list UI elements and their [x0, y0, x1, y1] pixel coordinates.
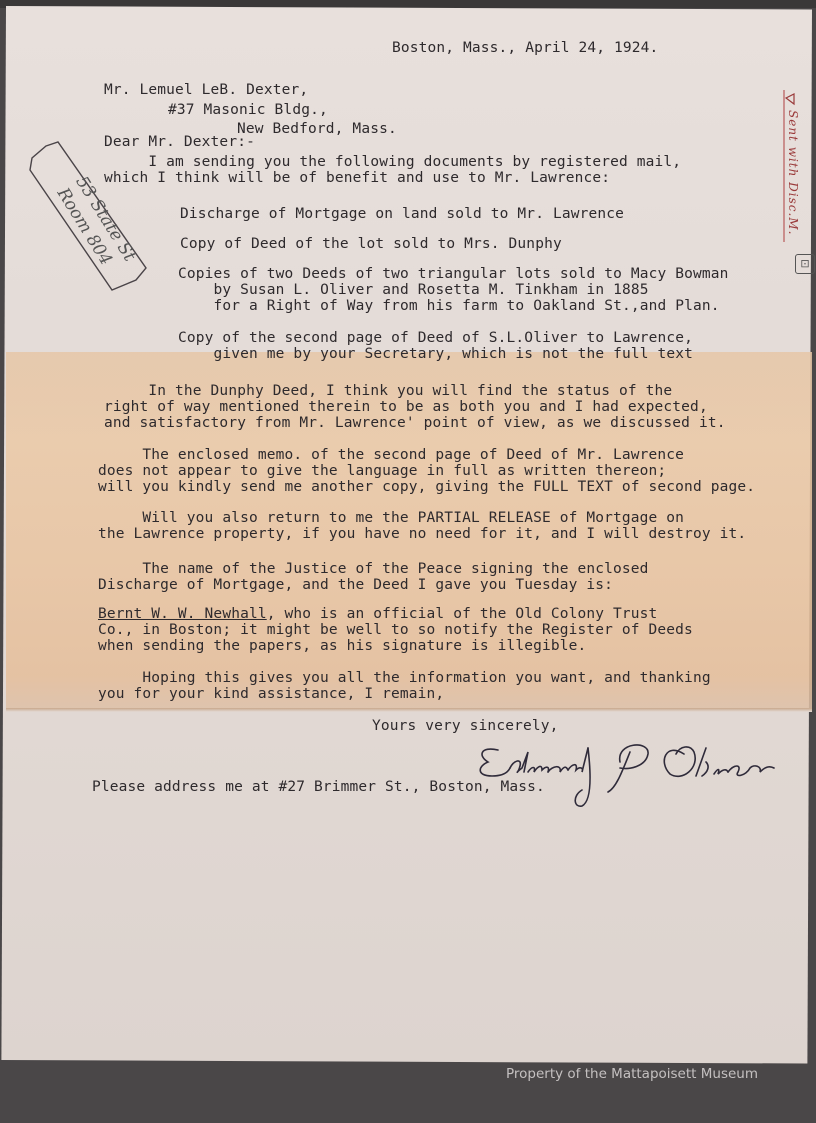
document-item: Copies of two Deeds of two triangular lots sold to Macy Bowman by Susan L. Oliver and Rosetta M. Tinkham in 1885 for a Right of Way from his farm to Oakland St.,and Plan.	[178, 266, 729, 314]
newhall-paragraph	[98, 606, 693, 654]
dunphy-paragraph: In the Dunphy Deed, I think you will find the status of the right of way mentioned therein to be as both you and I had expected, and satisfactory from Mr. Lawrence' point of view, as we discussed it.	[104, 383, 726, 431]
handwritten-address-note: 53 State St Room 804	[52, 172, 140, 269]
document-item: Copy of the second page of Deed of S.L.Oliver to Lawrence, given me by your Secretary, which is not the full text	[178, 330, 694, 362]
letter-date: Boston, Mass., April 24, 1924.	[392, 40, 659, 56]
document-item: Discharge of Mortgage on land sold to Mr. Lawrence	[180, 206, 624, 222]
margin-handwritten-note: Sent with Disc.M.	[786, 110, 800, 236]
newhall-paragraph-text: , who is an official of the Old Colony Trust Co., in Boston; it might be well to so notify the Register of Deeds when sending the papers, as his signature is illegible.	[98, 606, 693, 654]
museum-watermark: Property of the Mattapoisett Museum	[506, 1066, 758, 1082]
handwritten-signature	[470, 732, 800, 812]
justice-paragraph: The name of the Justice of the Peace signing the enclosed Discharge of Mortgage, and the Deed I gave you Tuesday is:	[98, 561, 649, 593]
closing-paragraph: Hoping this gives you all the information you want, and thanking you for your kind assistance, I remain,	[98, 670, 711, 702]
release-paragraph: Will you also return to me the PARTIAL RELEASE of Mortgage on the Lawrence property, if you have no need for it, and I will destroy it.	[98, 510, 747, 542]
recipient-name: Mr. Lemuel LeB. Dexter,	[104, 82, 309, 98]
recipient-street: #37 Masonic Bldg.,	[168, 102, 328, 118]
filing-mark-icon: ⊡	[795, 254, 815, 274]
justice-name: Bernt W. W. Newhall	[98, 606, 267, 622]
fold-crease	[6, 708, 812, 712]
postscript-address: Please address me at #27 Brimmer St., Boston, Mass.	[92, 779, 545, 795]
document-item: Copy of Deed of the lot sold to Mrs. Dunphy	[180, 236, 562, 252]
salutation: Dear Mr. Dexter:-	[104, 134, 255, 150]
complimentary-close: Yours very sincerely,	[372, 718, 559, 734]
memo-paragraph: The enclosed memo. of the second page of Deed of Mr. Lawrence does not appear to give the language in full as written thereon; will you kindly send me another copy, giving the FULL TEXT of second page.	[98, 447, 756, 495]
intro-paragraph: I am sending you the following documents by registered mail, which I think will be of benefit and use to Mr. Lawrence:	[104, 154, 682, 186]
recipient-city: New Bedford, Mass.	[237, 121, 397, 137]
